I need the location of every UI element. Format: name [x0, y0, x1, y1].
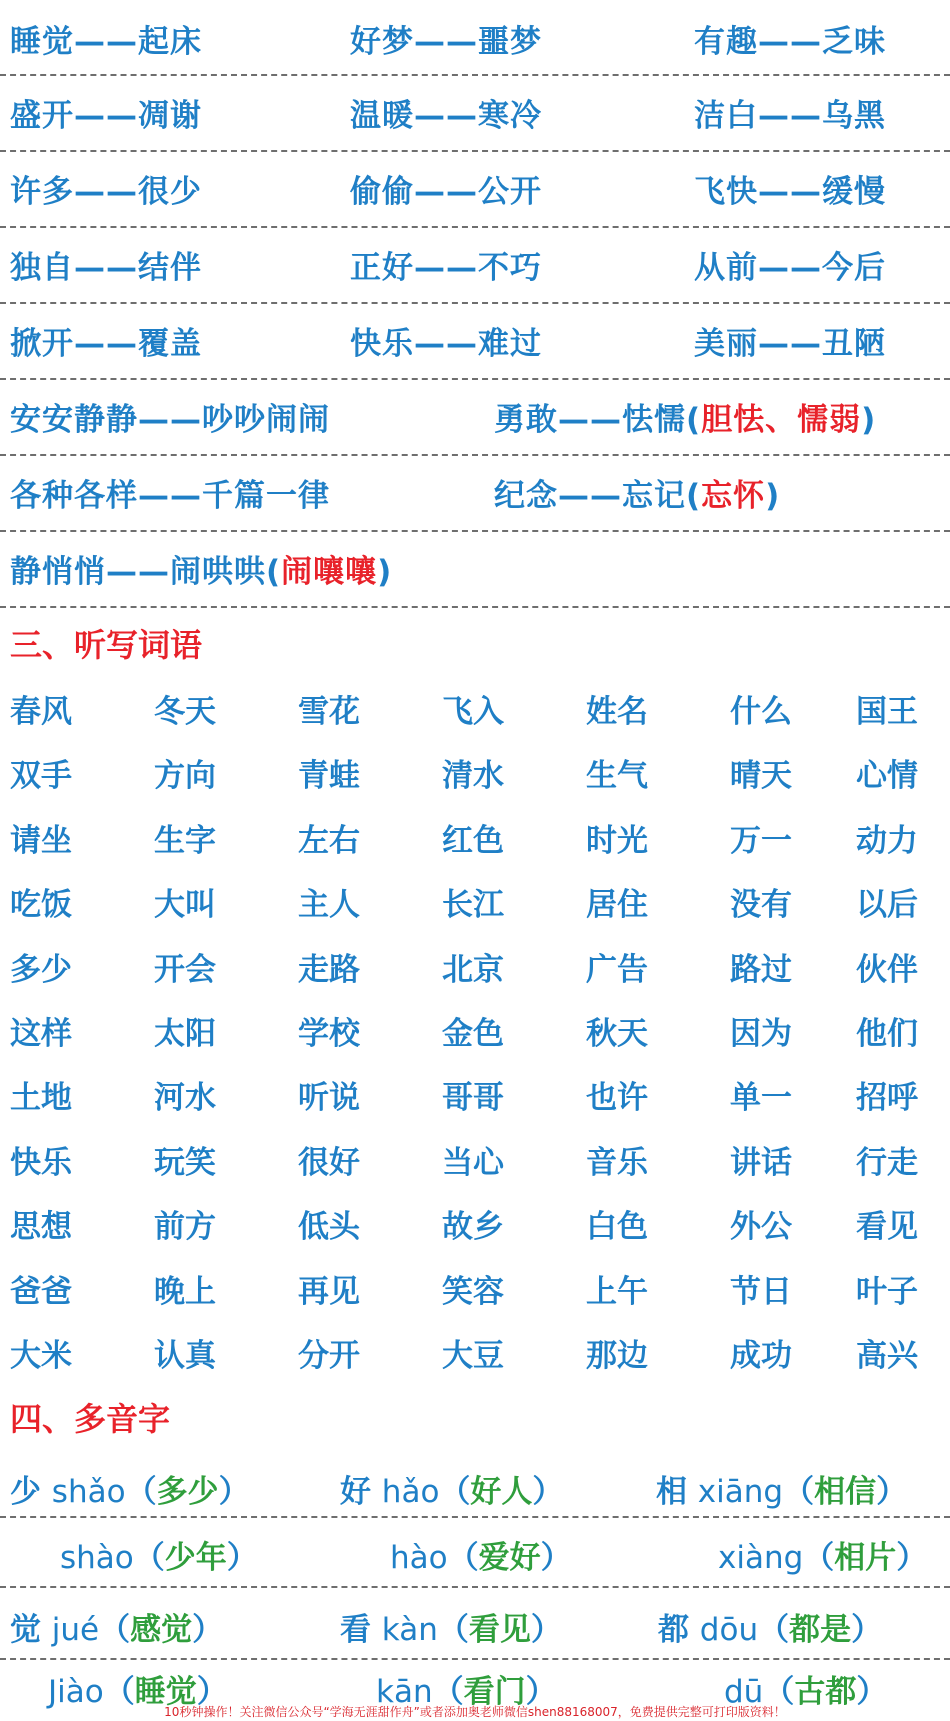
- antonym-pair: 从前——今后: [694, 250, 886, 286]
- antonym-pair: 洁白——乌黑: [694, 98, 886, 134]
- dictation-word: 故乡: [442, 1209, 504, 1245]
- antonym-pair: 有趣——乏味: [694, 24, 886, 60]
- dictation-word: 左右: [298, 823, 360, 859]
- polyphone-entry: [718, 1532, 927, 1577]
- polyphone-entry: [340, 1466, 563, 1511]
- antonym-pair: 独自——结伴: [10, 250, 202, 286]
- dictation-word: 哥哥: [442, 1080, 504, 1116]
- antonym-pair-with-synonyms: [494, 470, 780, 515]
- dictation-word: 主人: [298, 887, 360, 923]
- highlight-word: 懦弱: [797, 402, 862, 438]
- dictation-word: 讲话: [730, 1145, 792, 1181]
- dictation-word: 节日: [730, 1274, 792, 1310]
- dictation-word: 吃饭: [10, 887, 72, 923]
- polyphone-entry: [10, 1466, 250, 1511]
- polyphone-char: 好: [340, 1474, 371, 1510]
- dictation-word: 上午: [586, 1274, 648, 1310]
- open-paren: （: [125, 1474, 157, 1510]
- highlight-word: 忘怀: [701, 478, 766, 514]
- dictation-word: 爸爸: [10, 1274, 72, 1310]
- pinyin: xiàng: [718, 1540, 804, 1576]
- dictation-word: 外公: [730, 1209, 792, 1245]
- dictation-word: 叶子: [856, 1274, 918, 1310]
- example-word: 多少: [156, 1474, 219, 1510]
- dictation-word: 北京: [442, 952, 504, 988]
- pinyin: jué: [51, 1612, 100, 1648]
- dictation-word: 国王: [856, 694, 918, 730]
- pinyin: xiāng: [697, 1474, 784, 1510]
- antonym-row-6: [0, 380, 950, 456]
- close-paren: ）: [876, 1474, 908, 1510]
- example-word: 少年: [164, 1540, 227, 1576]
- antonym-pair-with-synonyms: [10, 546, 392, 591]
- example-word: 相信: [814, 1474, 877, 1510]
- dictation-word: 红色: [442, 823, 504, 859]
- example-word: 看见: [468, 1612, 531, 1648]
- close-paren: ）: [851, 1612, 883, 1648]
- example-word: 感觉: [130, 1612, 193, 1648]
- highlight-word: 胆怯: [701, 402, 766, 438]
- antonym-row-1: [0, 0, 950, 76]
- close-paren: ）: [540, 1540, 572, 1576]
- close-paren: ）: [530, 1612, 562, 1648]
- dictation-word: 太阳: [154, 1016, 216, 1052]
- dictation-word: 青蛙: [298, 758, 360, 794]
- pinyin: hǎo: [381, 1474, 440, 1510]
- dictation-word: 走路: [298, 952, 360, 988]
- polyphone-char: 都: [658, 1612, 689, 1648]
- open-paren: （: [432, 1674, 464, 1710]
- section-heading-polyphones: 四、多音字: [10, 1400, 171, 1438]
- dictation-word: 大豆: [442, 1338, 504, 1374]
- antonym-pair: 安安静静——吵吵闹闹: [10, 402, 330, 438]
- pinyin: shǎo: [51, 1474, 126, 1510]
- open-paren: （: [758, 1612, 790, 1648]
- dictation-word: 长江: [442, 887, 504, 923]
- polyphone-char: 相: [656, 1474, 687, 1510]
- antonym-pair: 偷偷——公开: [350, 174, 542, 210]
- dictation-word: 单一: [730, 1080, 792, 1116]
- close-paren: ）: [196, 1674, 228, 1710]
- polyphone-entry: [60, 1532, 258, 1577]
- antonym-pair: 睡觉——起床: [10, 24, 202, 60]
- close-paren: ): [377, 554, 393, 590]
- dictation-word: 冬天: [154, 694, 216, 730]
- example-word: 爱好: [478, 1540, 541, 1576]
- close-paren: ）: [856, 1674, 888, 1710]
- antonym-pair: 好梦——噩梦: [350, 24, 542, 60]
- dictation-word: 玩笑: [154, 1145, 216, 1181]
- dictation-word: 学校: [298, 1016, 360, 1052]
- close-paren: ）: [896, 1540, 928, 1576]
- polyphone-entry: [390, 1532, 572, 1577]
- close-paren: ）: [192, 1612, 224, 1648]
- open-paren: （: [439, 1474, 471, 1510]
- dictation-word: 晚上: [154, 1274, 216, 1310]
- antonym-pair: 美丽——丑陋: [694, 326, 886, 362]
- pinyin: dōu: [699, 1612, 759, 1648]
- dictation-word: 很好: [298, 1145, 360, 1181]
- polyphone-row-3: [0, 1588, 950, 1660]
- dictation-word: 大米: [10, 1338, 72, 1374]
- dictation-word: 看见: [856, 1209, 918, 1245]
- dictation-word: 雪花: [298, 694, 360, 730]
- dictation-word: 成功: [730, 1338, 792, 1374]
- dictation-word: 思想: [10, 1209, 72, 1245]
- dictation-word: 心情: [856, 758, 918, 794]
- separator: 、: [765, 402, 798, 438]
- antonym-pair: 盛开——凋谢: [10, 98, 202, 134]
- dictation-word: 大叫: [154, 887, 216, 923]
- close-paren: ）: [218, 1474, 250, 1510]
- pinyin: kàn: [381, 1612, 438, 1648]
- dictation-word: 动力: [856, 823, 918, 859]
- open-paren: （: [803, 1540, 835, 1576]
- dictation-word: 什么: [730, 694, 792, 730]
- pinyin: shào: [60, 1540, 134, 1576]
- dictation-word: 再见: [298, 1274, 360, 1310]
- antonym-pair: 掀开——覆盖: [10, 326, 202, 362]
- dictation-word: 那边: [586, 1338, 648, 1374]
- dictation-word: 当心: [442, 1145, 504, 1181]
- dictation-word: 生气: [586, 758, 648, 794]
- polyphone-entry: [656, 1466, 907, 1511]
- polyphone-row-2: [0, 1518, 950, 1588]
- dictation-word: 金色: [442, 1016, 504, 1052]
- antonym-pair: 许多——很少: [10, 174, 202, 210]
- example-word: 都是: [789, 1612, 852, 1648]
- dictation-word: 姓名: [586, 694, 648, 730]
- example-word: 好人: [470, 1474, 533, 1510]
- dictation-word: 高兴: [856, 1338, 918, 1374]
- dictation-word: 居住: [586, 887, 648, 923]
- polyphone-entry: [10, 1604, 223, 1649]
- dictation-word: 白色: [586, 1209, 648, 1245]
- polyphone-entry: [340, 1604, 562, 1649]
- antonym-pair: 温暖——寒冷: [350, 98, 542, 134]
- antonym-pair: 飞快——缓慢: [694, 174, 886, 210]
- dictation-word: 认真: [154, 1338, 216, 1374]
- dictation-word: 双手: [10, 758, 72, 794]
- dictation-word: 春风: [10, 694, 72, 730]
- polyphone-char: 觉: [10, 1612, 41, 1648]
- example-word: 看门: [463, 1674, 526, 1710]
- dictation-word: 他们: [856, 1016, 918, 1052]
- dictation-word: 音乐: [586, 1145, 648, 1181]
- dictation-word: 也许: [586, 1080, 648, 1116]
- open-paren: （: [133, 1540, 165, 1576]
- dictation-word: 晴天: [730, 758, 792, 794]
- dictation-word: 时光: [586, 823, 648, 859]
- dictation-word: 分开: [298, 1338, 360, 1374]
- dictation-word: 清水: [442, 758, 504, 794]
- polyphone-entry: [658, 1604, 882, 1649]
- dictation-word: 快乐: [10, 1145, 72, 1181]
- dictation-word: 这样: [10, 1016, 72, 1052]
- pinyin: dū: [724, 1674, 764, 1710]
- pinyin: Jiào: [48, 1674, 104, 1710]
- antonym-pair: 各种各样——千篇一律: [10, 478, 330, 514]
- antonym-row-5: [0, 304, 950, 380]
- footer-note: 10秒钟操作！关注微信公众号“学海无涯甜作舟”或者添加奥老师微信shen88168007，免费提供完整可打印版资料！: [164, 1705, 786, 1719]
- pinyin: kān: [376, 1674, 433, 1710]
- dictation-word: 以后: [856, 887, 918, 923]
- dictation-word: 土地: [10, 1080, 72, 1116]
- dictation-word: 因为: [730, 1016, 792, 1052]
- dictation-word: 广告: [586, 952, 648, 988]
- close-paren: ）: [226, 1540, 258, 1576]
- antonym-pair: 快乐——难过: [350, 326, 542, 362]
- polyphone-char: 少: [10, 1474, 41, 1510]
- section-heading-dictation: 三、听写词语: [10, 626, 203, 664]
- open-paren: （: [763, 1674, 795, 1710]
- open-paren: （: [437, 1612, 469, 1648]
- dictation-word: 开会: [154, 952, 216, 988]
- dictation-word: 河水: [154, 1080, 216, 1116]
- antonym-row-4: [0, 228, 950, 304]
- close-paren: ): [765, 478, 781, 514]
- dictation-word: 没有: [730, 887, 792, 923]
- example-word: 睡觉: [134, 1674, 197, 1710]
- pinyin: hào: [390, 1540, 448, 1576]
- polyphone-row-1: [0, 1454, 950, 1518]
- polyphone-row-4: [0, 1660, 950, 1710]
- antonym-pair-text: 静悄悄——闹哄哄(: [10, 554, 282, 590]
- antonym-row-7: [0, 456, 950, 532]
- antonym-pair-text: 纪念——忘记(: [494, 478, 702, 514]
- open-paren: （: [99, 1612, 131, 1648]
- dictation-word: 生字: [154, 823, 216, 859]
- example-word: 古都: [794, 1674, 857, 1710]
- dictation-word: 笑容: [442, 1274, 504, 1310]
- antonym-row-3: [0, 152, 950, 228]
- antonym-row-2: [0, 76, 950, 152]
- open-paren: （: [447, 1540, 479, 1576]
- antonym-row-8: [0, 532, 950, 608]
- close-paren: ）: [532, 1474, 564, 1510]
- dictation-word: 前方: [154, 1209, 216, 1245]
- highlight-word: 闹嚷嚷: [281, 554, 378, 590]
- open-paren: （: [783, 1474, 815, 1510]
- dictation-word: 请坐: [10, 823, 72, 859]
- dictation-word: 万一: [730, 823, 792, 859]
- close-paren: ): [861, 402, 877, 438]
- antonym-pair: 正好——不巧: [350, 250, 542, 286]
- antonym-pair-text: 勇敢——怯懦(: [494, 402, 702, 438]
- polyphone-char: 看: [340, 1612, 371, 1648]
- dictation-word: 招呼: [856, 1080, 918, 1116]
- dictation-word: 多少: [10, 952, 72, 988]
- dictation-word: 低头: [298, 1209, 360, 1245]
- dictation-word: 听说: [298, 1080, 360, 1116]
- antonym-pair-with-synonyms: [494, 394, 876, 439]
- dictation-word: 飞入: [442, 694, 504, 730]
- open-paren: （: [103, 1674, 135, 1710]
- close-paren: ）: [525, 1674, 557, 1710]
- dictation-word: 路过: [730, 952, 792, 988]
- dictation-word: 方向: [154, 758, 216, 794]
- dictation-word: 行走: [856, 1145, 918, 1181]
- dictation-word: 伙伴: [856, 952, 918, 988]
- example-word: 相片: [834, 1540, 897, 1576]
- dictation-word: 秋天: [586, 1016, 648, 1052]
